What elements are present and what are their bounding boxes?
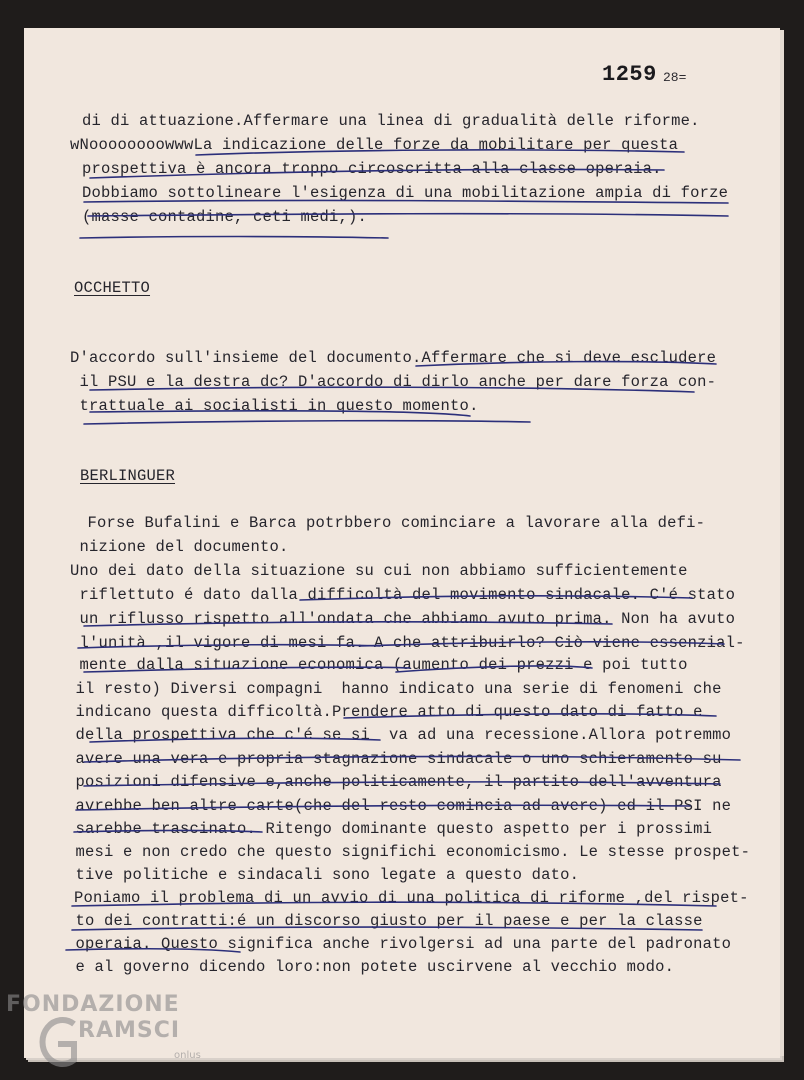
text-line: operaia. Questo significa anche rivolgersi ad una parte del padronato [66, 935, 732, 953]
g-logo-icon [34, 1014, 82, 1070]
watermark-line-3: onlus [174, 1050, 201, 1061]
text-line: riflettuto é dato dalla difficoltà del movimento sindacale. C'é stato [70, 586, 736, 604]
watermark-line-2: RAMSCI [78, 1018, 181, 1043]
speaker-heading-berlinguer: BERLINGUER [80, 467, 176, 485]
page-edge [780, 30, 784, 1056]
speaker-heading-occhetto: OCCHETTO [74, 279, 151, 297]
text-line: di di attuazione.Affermare una linea di gradualità delle riforme. [82, 112, 700, 130]
text-line: Dobbiamo sottolineare l'esigenza di una mobilitazione ampia di forze [82, 184, 729, 202]
text-line: prospettiva è ancora troppo circoscritta alla classe operaia. [82, 160, 662, 178]
text-line: avere una vera e propria stagnazione sindacale o uno schieramento su [66, 750, 722, 768]
text-line: tive politiche e sindacali sono legate a questo dato. [66, 866, 580, 884]
text-line: Uno dei dato della situazione su cui non abbiamo sufficientemente [70, 562, 688, 580]
text-line: D'accordo sull'insieme del documento.Affermare che si deve escludere [70, 349, 717, 367]
text-line: mente dalla situazione economica (aumento dei prezzi e poi tutto [70, 656, 688, 674]
watermark-line-1: FONDAZIONE [6, 992, 180, 1017]
text-line: (masse contadine, ceti medi,). [82, 208, 368, 226]
text-line: il resto) Diversi compagni hanno indicato una serie di fenomeni che [66, 680, 722, 698]
text-line: to dei contratti:é un discorso giusto per il paese e per la classe [66, 912, 703, 930]
page-number: 1259 [602, 62, 657, 87]
text-line: un riflusso rispetto all'ondata che abbiamo avuto prima. Non ha avuto [70, 610, 736, 628]
text-line: posizioni difensive e,anche politicamente, il partito dell'avventura [66, 773, 722, 791]
text-line: sarebbe trascinato. Ritengo dominante questo aspetto per i prossimi [66, 820, 713, 838]
text-line: avrebbe ben altre carte(che del resto comincia ad avere) ed il PSI ne [66, 797, 732, 815]
text-line: nizione del documento. [70, 538, 289, 556]
text-line: Forse Bufalini e Barca potrbbero cominciare a lavorare alla defi- [78, 514, 706, 532]
fondazione-gramsci-watermark [6, 992, 206, 1074]
text-line: indicano questa difficoltà.Prendere atto di questo dato di fatto e [66, 703, 703, 721]
text-line: trattuale ai socialisti in questo momento. [70, 397, 479, 415]
text-line: wNoooooooowwwLa indicazione delle forze da mobilitare per questa [70, 136, 679, 154]
text-line: il PSU e la destra dc? D'accordo di dirlo anche per dare forza con- [70, 373, 717, 391]
text-line: mesi e non credo che questo significhi economicismo. Le stesse prospet- [66, 843, 751, 861]
text-line: della prospettiva che c'é se si va ad una recessione.Allora potremmo [66, 726, 732, 744]
text-line: Poniamo il problema di un avvio di una politica di riforme ,del rispet- [74, 889, 749, 907]
text-line: e al governo dicendo loro:non potete uscirvene al vecchio modo. [66, 958, 675, 976]
text-line: l'unità ,il vigore di mesi fa. A che attribuirlo? Ciò viene essenzial- [70, 634, 745, 652]
page-sub-number: 28= [663, 70, 687, 85]
